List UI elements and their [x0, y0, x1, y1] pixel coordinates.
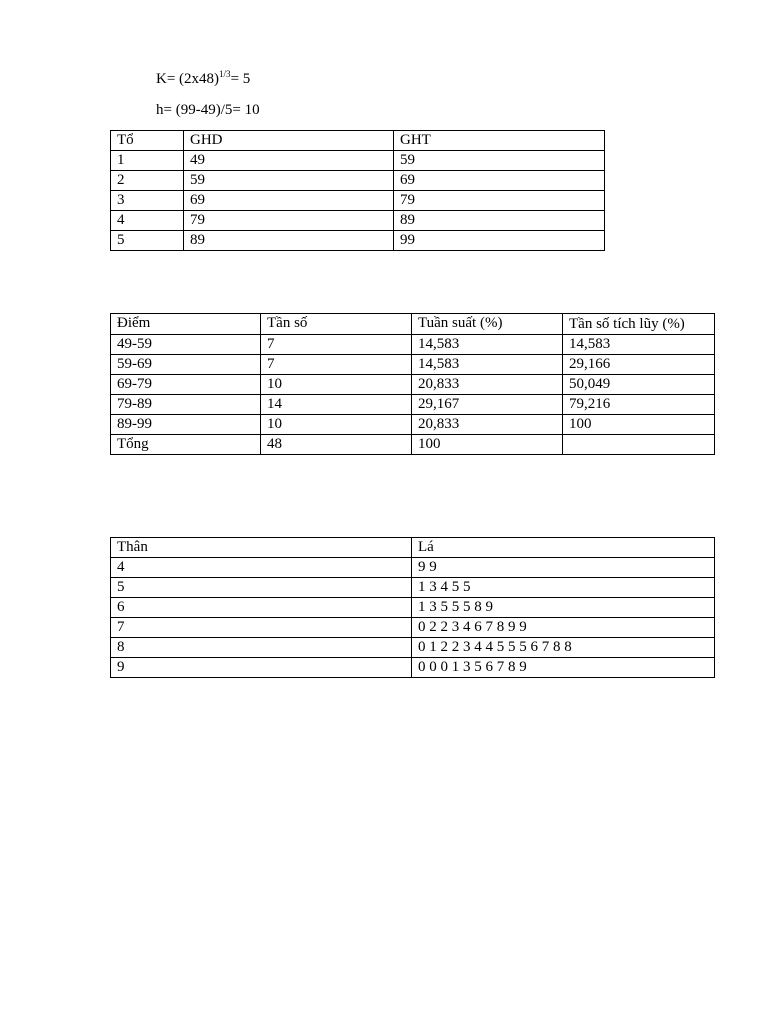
- table-cell: 0 1 2 2 3 4 4 5 5 5 6 7 8 8: [412, 638, 715, 658]
- table-cell: 14,583: [563, 335, 715, 355]
- table-header-row: [111, 538, 715, 558]
- formula-h: h= (99-49)/5= 10: [156, 102, 260, 118]
- table-cell: 9 9: [412, 558, 715, 578]
- table-cell: 1 3 4 5 5: [412, 578, 715, 598]
- header-cell: Tần số tích lũy (%): [563, 314, 715, 335]
- table-cell: 50,049: [563, 375, 715, 395]
- header-cell: Tần số: [261, 314, 412, 335]
- table-cell: 49: [184, 151, 394, 171]
- table-cell: 59: [184, 171, 394, 191]
- table-cell: 7: [261, 355, 412, 375]
- header-cell: Thân: [111, 538, 412, 558]
- table-cell: 8: [111, 638, 412, 658]
- table-cell: 79-89: [111, 395, 261, 415]
- table-cell: 100: [563, 415, 715, 435]
- table-cell: 100: [412, 435, 563, 455]
- formula-k: [156, 70, 250, 88]
- table-cell: 89-99: [111, 415, 261, 435]
- header-cell: GHT: [394, 131, 605, 151]
- table-row: [111, 618, 715, 638]
- table-cell: 20,833: [412, 375, 563, 395]
- table-cell: 69: [394, 171, 605, 191]
- header-cell: Lá: [412, 538, 715, 558]
- table-cell: 20,833: [412, 415, 563, 435]
- table-cell: 10: [261, 415, 412, 435]
- table-cell: 29,166: [563, 355, 715, 375]
- table-cell: 2: [111, 171, 184, 191]
- table-cell: 59: [394, 151, 605, 171]
- table-row: [111, 335, 715, 355]
- table-cell: 29,167: [412, 395, 563, 415]
- table-row: [111, 415, 715, 435]
- table-cell: 10: [261, 375, 412, 395]
- table-cell: 79: [394, 191, 605, 211]
- table-row: [111, 171, 605, 191]
- table-cell: 69-79: [111, 375, 261, 395]
- formula-k-prefix: K= (2x48): [156, 71, 220, 87]
- table-row: [111, 558, 715, 578]
- table-cell: 14,583: [412, 335, 563, 355]
- table-cell: 7: [261, 335, 412, 355]
- table-cell: 9: [111, 658, 412, 678]
- table-row: [111, 375, 715, 395]
- table-cell: 4: [111, 211, 184, 231]
- table-row: [111, 191, 605, 211]
- table-header-row: [111, 314, 715, 335]
- table-row: [111, 638, 715, 658]
- table-total-row: [111, 435, 715, 455]
- table-cell: 69: [184, 191, 394, 211]
- table-cell: 89: [394, 211, 605, 231]
- table-row: [111, 355, 715, 375]
- table-row: [111, 658, 715, 678]
- table-cell: 89: [184, 231, 394, 251]
- table-cell: 59-69: [111, 355, 261, 375]
- table-cell: Tổng: [111, 435, 261, 455]
- table-cell: 0 0 0 1 3 5 6 7 8 9: [412, 658, 715, 678]
- table-cell: 1 3 5 5 5 8 9: [412, 598, 715, 618]
- formula-k-exponent: 1/3: [219, 69, 231, 79]
- table-cell: 49-59: [111, 335, 261, 355]
- frequency-table: [110, 313, 715, 455]
- table-row: [111, 395, 715, 415]
- table-cell: 79: [184, 211, 394, 231]
- table-cell: [563, 435, 715, 455]
- table-row: [111, 211, 605, 231]
- table-row: [111, 231, 605, 251]
- class-interval-table: [110, 130, 605, 251]
- table-row: [111, 151, 605, 171]
- header-cell: Điểm: [111, 314, 261, 335]
- header-cell: Tổ: [111, 131, 184, 151]
- table-header-row: [111, 131, 605, 151]
- stem-leaf-table: [110, 537, 715, 678]
- table-cell: 1: [111, 151, 184, 171]
- table-cell: 99: [394, 231, 605, 251]
- header-cell: Tuần suất (%): [412, 314, 563, 335]
- table-row: [111, 598, 715, 618]
- table-cell: 4: [111, 558, 412, 578]
- table-row: [111, 578, 715, 598]
- table-cell: 6: [111, 598, 412, 618]
- table-cell: 79,216: [563, 395, 715, 415]
- formula-k-suffix: = 5: [230, 71, 251, 87]
- table-cell: 5: [111, 578, 412, 598]
- header-cell: GHD: [184, 131, 394, 151]
- table-cell: 48: [261, 435, 412, 455]
- table-cell: 7: [111, 618, 412, 638]
- table-cell: 3: [111, 191, 184, 211]
- table-cell: 14: [261, 395, 412, 415]
- table-cell: 0 2 2 3 4 6 7 8 9 9: [412, 618, 715, 638]
- table-cell: 14,583: [412, 355, 563, 375]
- table-cell: 5: [111, 231, 184, 251]
